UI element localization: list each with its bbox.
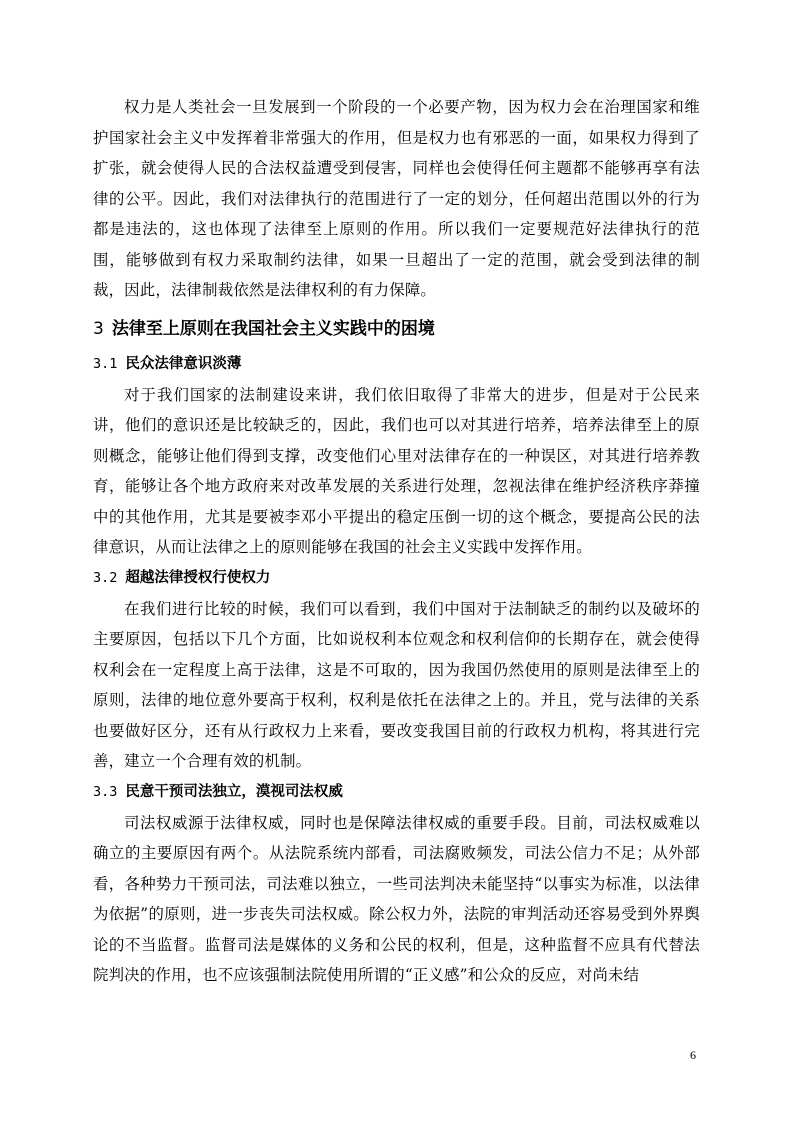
subsection-3-3-heading: [93, 777, 700, 808]
paragraph-legal-awareness: 对于我们国家的法制建设来讲，我们依旧取得了非常大的进步，但是对于公民来讲，他们的意识还是比较缺乏的，因此，我们也可以对其进行培养，培养法律至上的原则概念，能够让他们得到支撑，改变他们心里对法律存在的一种误区，对其进行培养教育，能够让各个地方政府来对改革发展的关系进行处理，忽视法律在维护经济秩序莽撞中的其他作用，尤其是要被李邓小平提出的稳定压倒一切的这个概念，要提高公民的法律意识，从而让法律之上的原则能够在我国的社会主义实践中发挥作用。: [93, 385, 700, 556]
subsection-title: 民意干预司法独立，漠视司法权威: [125, 783, 343, 800]
paragraph-judicial-authority: 司法权威源于法律权威，同时也是保障法律权威的重要手段。目前，司法权威难以确立的主要原因有两个。从法院系统内部看，司法腐败频发，司法公信力不足；从外部看，各种势力干预司法，司法难以独立，一些司法判决未能坚持“以事实为标准，以法律为依据”的原则，进一步丧失司法权威。除公权力外，法院的审判活动还容易受到外界舆论的不当监督。监督司法是媒体的义务和公民的权利，但是，这种监督不应具有代替法院判决的作用，也不应该强制法院使用所谓的“正义感”和公众的反应，对尚未结: [93, 813, 700, 984]
page-number: 6: [690, 1048, 696, 1062]
subsection-title: 民众法律意识淡薄: [125, 355, 242, 372]
paragraph-power: 权力是人类社会一旦发展到一个阶段的一个必要产物，因为权力会在治理国家和维护国家社会主义中发挥着非常强大的作用，但是权力也有邪恶的一面，如果权力得到了扩张，就会使得人民的合法权益遭受到侵害，同样也会使得任何主题都不能够再享有法律的公平。因此，我们对法律执行的范围进行了一定的划分，任何超出范围以外的行为都是违法的，这也体现了法律至上原则的作用。所以我们一定要规范好法律执行的范围，能够做到有权力采取制约法律，如果一旦超出了一定的范围，就会受到法律的制裁，因此，法律制裁依然是法律权利的有力保障。: [93, 98, 700, 299]
subsection-number: 3.1: [93, 355, 118, 372]
subsection-3-1-heading: [93, 349, 700, 380]
paragraph-exceeding-authority: 在我们进行比较的时候，我们可以看到，我们中国对于法制缺乏的制约以及破坏的主要原因，包括以下几个方面，比如说权利本位观念和权利信仰的长期存在，就会使得权利会在一定程度上高于法律，这是不可取的，因为我国仍然使用的原则是法律至上的原则，法律的地位意外要高于权利，权利是依托在法律之上的。并且，党与法律的关系也要做好区分，还有从行政权力上来看，要改变我国目前的行政权力机构，将其进行完善，建立一个合理有效的机制。: [93, 599, 700, 770]
page-content: [93, 92, 700, 991]
section-3-heading: [93, 306, 700, 349]
subsection-title: 超越法律授权行使权力: [125, 569, 271, 586]
subsection-3-2-heading: [93, 563, 700, 594]
subsection-number: 3.3: [93, 783, 118, 800]
subsection-number: 3.2: [93, 569, 118, 586]
section-title: 法律至上原则在我国社会主义实践中的困境: [111, 318, 435, 339]
section-number: 3: [93, 318, 104, 339]
